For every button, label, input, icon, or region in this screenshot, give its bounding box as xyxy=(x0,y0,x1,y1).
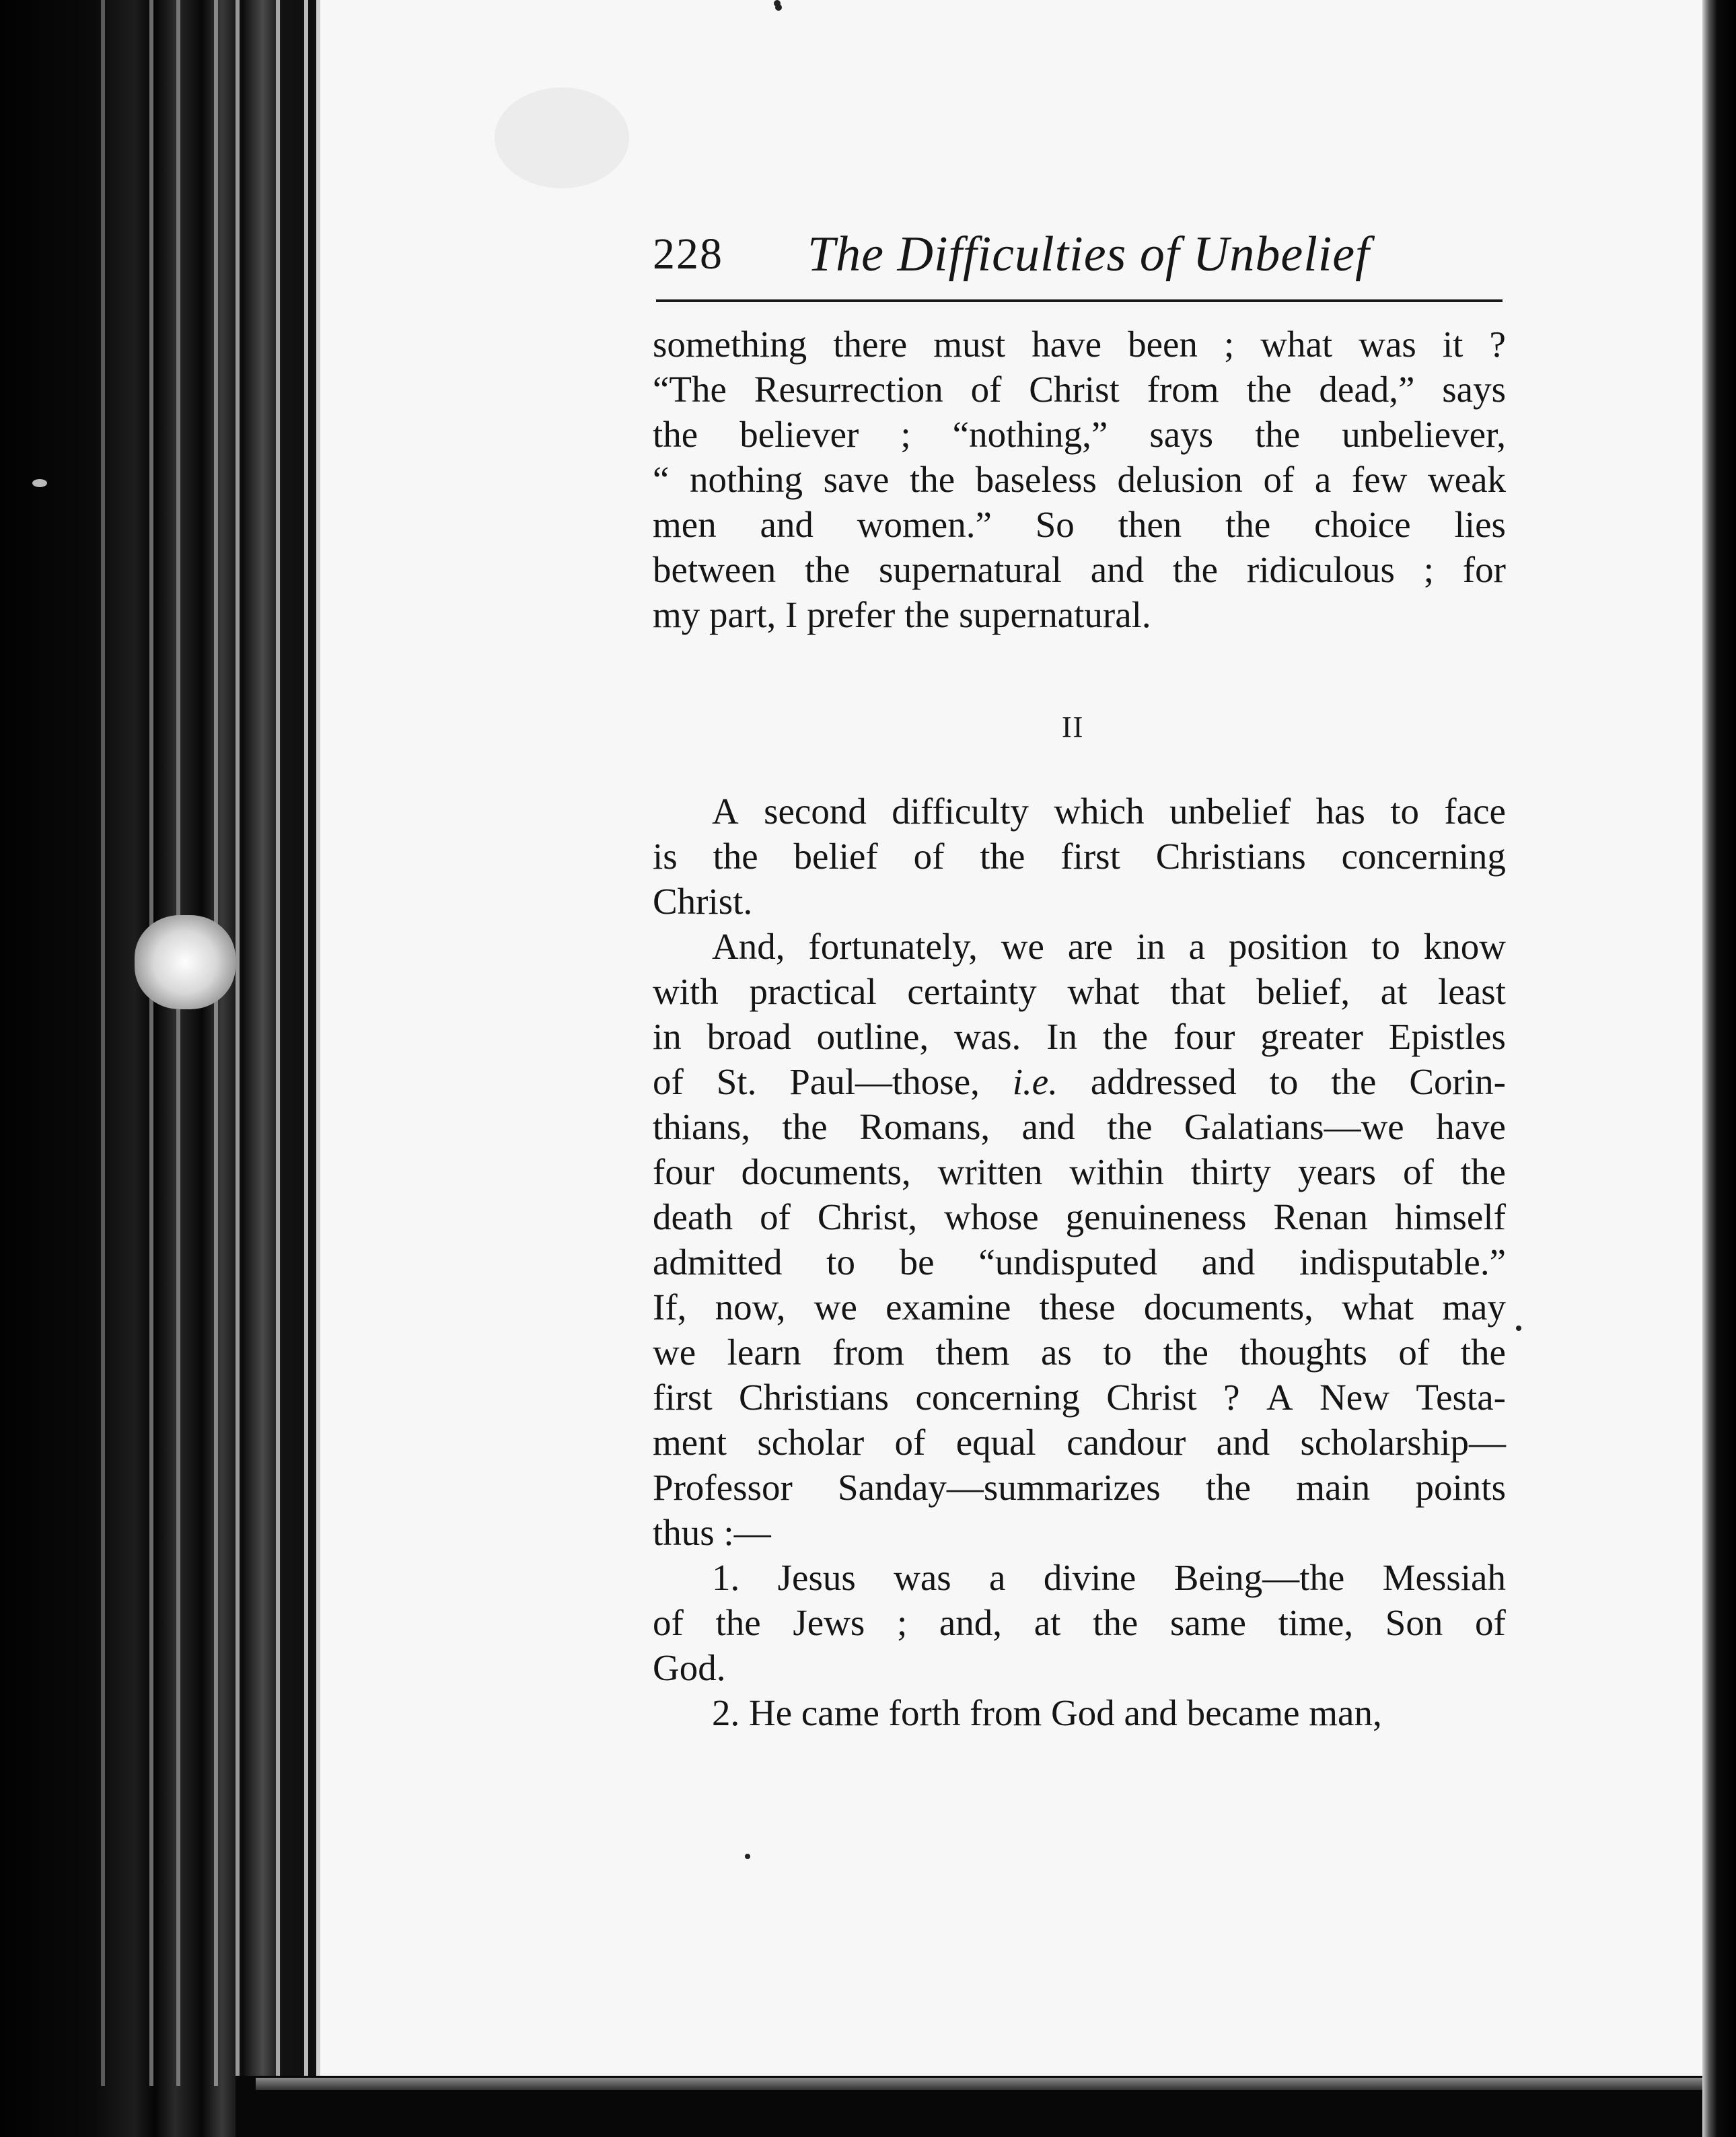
text-line: God. xyxy=(653,1647,726,1688)
page-bottom-edge xyxy=(256,2078,1716,2090)
page-edge-line xyxy=(304,0,308,2086)
page-number: 228 xyxy=(653,229,723,279)
section-numeral: II xyxy=(1062,711,1085,744)
page-right-edge xyxy=(1702,0,1736,2137)
page-edge-line xyxy=(101,0,105,2086)
text-line: “The Resurrection of Christ from the dead,” says xyxy=(653,369,1506,410)
text-line: with practical certainty what that belief, at least xyxy=(653,971,1506,1012)
text-line: 2. He came forth from God and became man, xyxy=(712,1692,1382,1733)
text-line: my part, I prefer the supernatural. xyxy=(653,594,1151,635)
running-header xyxy=(653,229,1506,289)
text-line: admitted to be “undisputed and indisputable.” xyxy=(653,1241,1506,1282)
speck xyxy=(1516,1326,1521,1331)
text-line: Professor Sanday—summarizes the main points xyxy=(653,1467,1506,1508)
text-line: And, fortunately, we are in a position to know xyxy=(712,926,1506,967)
text-line: 1. Jesus was a divine Being—the Messiah xyxy=(712,1557,1506,1598)
text-line: If, now, we examine these documents, what may xyxy=(653,1287,1506,1328)
text-line: of the Jews ; and, at the same time, Son of xyxy=(653,1602,1506,1643)
text-line: death of Christ, whose genuineness Renan himself xyxy=(653,1196,1506,1237)
speck xyxy=(745,1854,750,1859)
running-title: The Difficulties of Unbelief xyxy=(807,227,1370,282)
speck xyxy=(32,479,47,487)
page-edge-line xyxy=(236,0,240,2086)
text-line: we learn from them as to the thoughts of the xyxy=(653,1332,1506,1373)
speck xyxy=(775,4,782,11)
text-line: men and women.” So then the choice lies xyxy=(653,504,1506,545)
page-edge-line xyxy=(276,0,280,2086)
text-line: first Christians concerning Christ ? A New Testa- xyxy=(653,1377,1506,1418)
page-edge-line xyxy=(149,0,153,2086)
text-line: “ nothing save the baseless delusion of a few weak xyxy=(653,459,1506,500)
page-edge-line xyxy=(214,0,218,2086)
header-rule xyxy=(656,299,1503,302)
text-line: Christ. xyxy=(653,881,753,922)
text-line: of St. Paul—those, i.e. addressed to the Corin- xyxy=(653,1061,1506,1102)
book-binding xyxy=(0,0,316,2137)
paper-blot xyxy=(135,915,236,1009)
text-line: thus :— xyxy=(653,1512,771,1553)
paper-stain xyxy=(495,87,629,188)
body-text xyxy=(653,322,1506,1735)
text-line: between the supernatural and the ridiculous ; for xyxy=(653,549,1506,590)
text-line: A second difficulty which unbelief has to face xyxy=(712,791,1506,832)
text-line: four documents, written within thirty years of the xyxy=(653,1151,1506,1192)
text-line: the believer ; “nothing,” says the unbeliever, xyxy=(653,414,1506,455)
text-line: thians, the Romans, and the Galatians—we have xyxy=(653,1106,1506,1147)
text-line: is the belief of the first Christians concerning xyxy=(653,836,1506,877)
text-line: in broad outline, was. In the four greater Epistles xyxy=(653,1016,1506,1057)
text-line: something there must have been ; what was it ? xyxy=(653,324,1506,365)
page-edge-line xyxy=(176,0,180,2086)
text-line: ment scholar of equal candour and scholarship— xyxy=(653,1422,1506,1463)
